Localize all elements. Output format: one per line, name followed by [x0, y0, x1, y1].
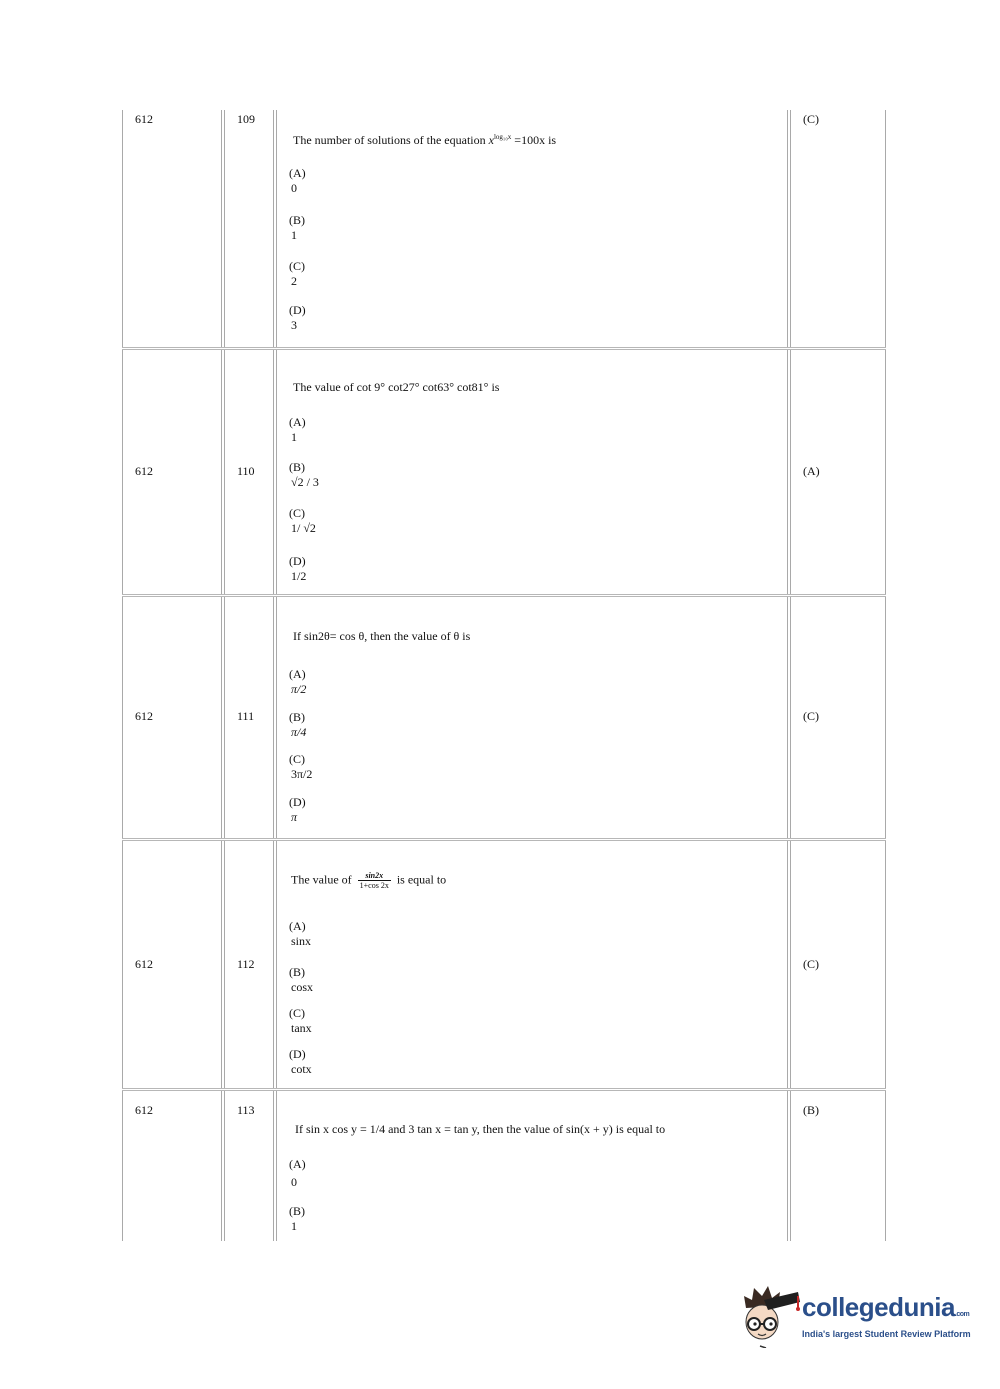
- option-label: (A): [289, 415, 306, 429]
- option-label: (C): [289, 752, 305, 766]
- question-cell: [276, 597, 788, 838]
- answer-key: (C): [803, 709, 819, 723]
- option-b: [289, 965, 313, 995]
- question-cell: [276, 350, 788, 594]
- question-number-cell: [224, 350, 274, 594]
- subject-code: 612: [135, 709, 153, 723]
- option-value: 1: [291, 430, 297, 444]
- question-table: [122, 110, 886, 1241]
- option-value: sinx: [291, 934, 312, 948]
- question-number: 113: [237, 1103, 255, 1117]
- option-a: [289, 415, 306, 445]
- subject-code-cell: [122, 1091, 222, 1241]
- answer-cell: [790, 841, 886, 1088]
- table-row: [122, 110, 886, 350]
- option-value: 1/2: [291, 569, 307, 583]
- subject-code: 612: [135, 957, 153, 971]
- option-value: 1: [291, 1219, 297, 1233]
- fraction-numerator: sin2x: [358, 871, 391, 881]
- answer-key: (C): [803, 957, 819, 971]
- option-label: (D): [289, 554, 306, 568]
- question-text: If sin2θ= cos θ, then the value of θ is: [293, 629, 471, 643]
- answer-cell: [790, 110, 886, 347]
- subject-code-cell: [122, 597, 222, 838]
- subject-code-cell: [122, 841, 222, 1088]
- option-value: √2 / 3: [291, 475, 319, 489]
- answer-cell: [790, 1091, 886, 1241]
- table-row: [122, 1091, 886, 1241]
- question-suffix: =100x is: [511, 133, 557, 147]
- question-prefix: The value of: [291, 872, 352, 887]
- question-number-cell: [224, 1091, 274, 1241]
- question-text: [293, 133, 556, 148]
- fraction: [358, 871, 391, 890]
- question-cell: [276, 110, 788, 347]
- option-label: (A): [289, 166, 306, 180]
- subject-code: 612: [135, 1103, 153, 1117]
- answer-key: (C): [803, 112, 819, 126]
- subject-code: 612: [135, 112, 153, 126]
- option-label: (C): [289, 259, 305, 273]
- option-d: [289, 554, 306, 584]
- option-d: [289, 795, 306, 825]
- question-cell: [276, 841, 788, 1088]
- table-row: [122, 350, 886, 597]
- option-value: 0: [291, 181, 297, 195]
- option-d: [289, 1047, 312, 1077]
- question-text: [291, 871, 446, 890]
- option-d: [289, 303, 306, 333]
- question-prefix: The number of solutions of the equation: [293, 133, 489, 147]
- option-a: [289, 166, 306, 196]
- subject-code-cell: [122, 110, 222, 347]
- subject-code-cell: [122, 350, 222, 594]
- question-number-cell: [224, 841, 274, 1088]
- question-number: 112: [237, 957, 255, 971]
- option-label: (B): [289, 965, 305, 979]
- question-text: If sin x cos y = 1/4 and 3 tan x = tan y, then the value of sin(x + y) is equal to: [295, 1122, 666, 1136]
- option-a: [289, 1157, 306, 1190]
- table-row: [122, 841, 886, 1091]
- option-label: (A): [289, 919, 306, 933]
- option-label: (A): [289, 667, 306, 681]
- option-label: (C): [289, 1006, 305, 1020]
- option-value: 3π/2: [291, 767, 313, 781]
- question-exponent: log₁₀x: [493, 133, 512, 141]
- question-number: 110: [237, 464, 255, 478]
- question-number: 111: [237, 709, 255, 723]
- option-label: (C): [289, 506, 305, 520]
- answer-cell: [790, 597, 886, 838]
- option-value: π/4: [291, 725, 307, 739]
- question-suffix: is equal to: [396, 872, 447, 887]
- option-value: 3: [291, 318, 297, 332]
- option-value: 0: [291, 1175, 297, 1189]
- answer-key: (A): [803, 464, 820, 478]
- option-label: (D): [289, 795, 306, 809]
- option-value: cotx: [291, 1062, 312, 1076]
- option-value: 1: [291, 228, 297, 242]
- mascot-icon: [740, 1282, 802, 1348]
- option-value: cosx: [291, 980, 313, 994]
- option-value: π/2: [291, 682, 307, 696]
- option-value: 2: [291, 274, 297, 288]
- logo-tld: .com: [954, 1311, 970, 1318]
- subject-code: 612: [135, 464, 153, 478]
- option-a: [289, 919, 311, 949]
- option-label: (B): [289, 213, 305, 227]
- fraction-denominator: 1+cos 2x: [359, 881, 389, 890]
- option-b: [289, 460, 319, 490]
- option-label: (D): [289, 303, 306, 317]
- option-label: (D): [289, 1047, 306, 1061]
- option-a: [289, 667, 306, 697]
- question-number-cell: [224, 597, 274, 838]
- question-text: The value of cot 9° cot27° cot63° cot81° is: [293, 380, 500, 394]
- question-cell: [276, 1091, 788, 1241]
- logo-wordmark: [802, 1292, 969, 1323]
- option-value: π: [291, 810, 298, 824]
- option-value: 1/ √2: [291, 521, 316, 535]
- option-c: [289, 752, 312, 782]
- logo-tagline: India's largest Student Review Platform: [802, 1329, 971, 1339]
- option-b: [289, 1204, 305, 1234]
- question-base: x: [488, 133, 494, 147]
- option-b: [289, 710, 306, 740]
- option-b: [289, 213, 305, 243]
- option-c: [289, 1006, 312, 1036]
- answer-key: (B): [803, 1103, 819, 1117]
- question-number-cell: [224, 110, 274, 347]
- option-label: (B): [289, 460, 305, 474]
- option-label: (A): [289, 1157, 306, 1171]
- option-c: [289, 259, 305, 289]
- option-label: (B): [289, 710, 305, 724]
- answer-cell: [790, 350, 886, 594]
- table-row: [122, 597, 886, 841]
- option-c: [289, 506, 316, 536]
- question-number: 109: [237, 112, 255, 126]
- logo-name: collegedunia: [802, 1292, 955, 1322]
- option-value: tanx: [291, 1021, 312, 1035]
- collegedunia-logo: [740, 1282, 980, 1352]
- option-label: (B): [289, 1204, 305, 1218]
